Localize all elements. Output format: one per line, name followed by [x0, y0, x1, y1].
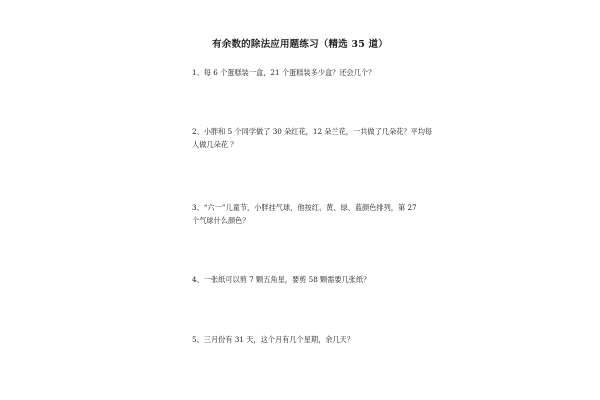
worksheet-title: 有余数的除法应用题练习（精选 35 道） [212, 39, 388, 50]
question-3 [192, 201, 417, 227]
question-5 [192, 333, 392, 346]
question-5-line-1: 5、三月份有 31 天，这个月有几个星期，余几天？ [192, 335, 355, 344]
question-4-line-1: 4、一张纸可以剪 7 颗五角星，要剪 58 颗需要几张纸？ [192, 275, 371, 284]
question-1 [192, 66, 392, 79]
question-3-line-2: 个气球什么颜色？ [192, 216, 250, 225]
question-2 [192, 125, 433, 151]
question-3-line-1: 3、“六一”儿童节，小胖挂气球，他按红、黄、绿、蓝颜色排列，第 27 [192, 203, 417, 212]
question-2-line-2: 人做几朵花 ？ [192, 140, 238, 149]
question-4 [192, 273, 392, 286]
question-2-line-1: 2、小胖和 5 个同学做了 30 朵红花，12 朵兰花，一共做了几朵花？平均每 [192, 127, 433, 136]
question-1-line-1: 1、每 6 个蛋糕装一盒，21 个蛋糕装多少盒？还会几个？ [192, 68, 376, 77]
